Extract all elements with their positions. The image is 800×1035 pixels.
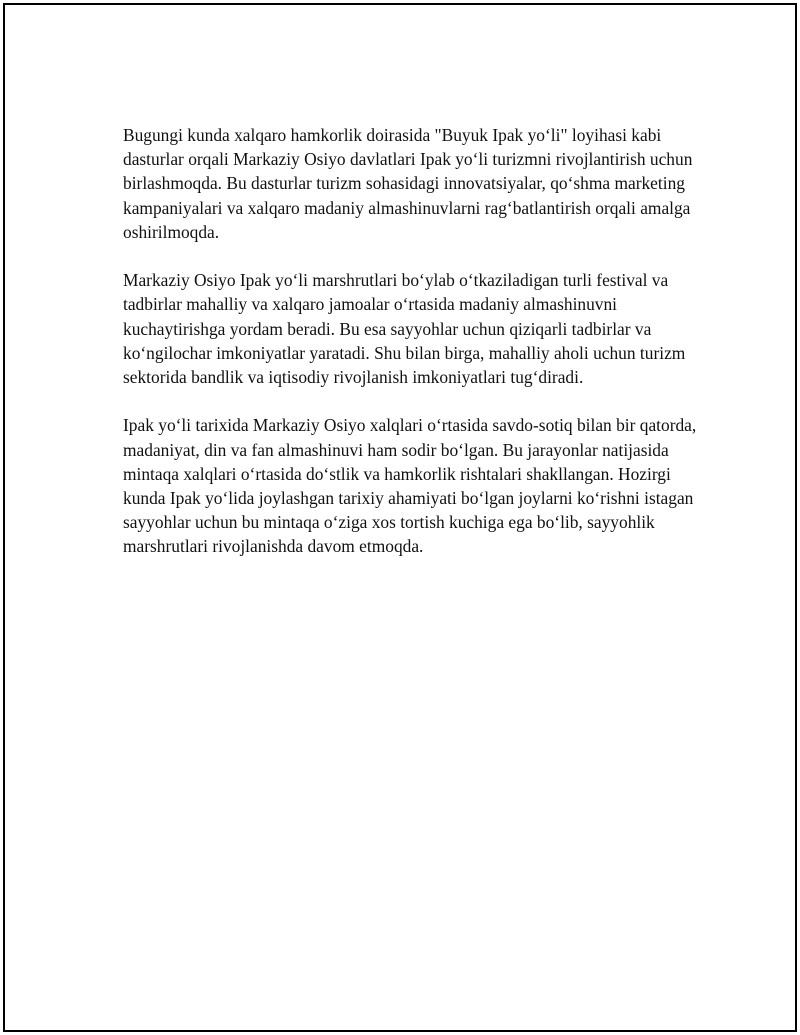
page-border [3, 3, 797, 1032]
paragraph-3: Ipak yo‘li tarixida Markaziy Osiyo xalqlari o‘rtasida savdo-sotiq bilan bir qatorda, madaniyat, din va fan almashinuvi ham sodir bo‘lgan. Bu jarayonlar natijasida mintaqa xalqlari o‘rtasida do‘stlik va hamkorlik rishtalari shakllangan. Hozirgi kunda Ipak yo‘lida joylashgan tarixiy ahamiyati bo‘lgan joylarni ko‘rishni istagan sayyohlar uchun bu mintaqa o‘ziga xos tortish kuchiga ega bo‘lib, sayyohlik marshrutlari rivojlanishda davom etmoqda. [123, 415, 697, 557]
paragraph-2: Markaziy Osiyo Ipak yo‘li marshrutlari bo‘ylab o‘tkaziladigan turli festival va tadbirlar mahalliy va xalqaro jamoalar o‘rtasida madaniy almashinuvni kuchaytirishga yordam beradi. Bu esa sayyohlar uchun qiziqarli tadbirlar va ko‘ngilochar imkoniyatlar yaratadi. Shu bilan birga, mahalliy aholi uchun turizm sektorida bandlik va iqtisodiy rivojlanish imkoniyatlari tug‘diradi. [123, 270, 686, 388]
document-body [123, 123, 703, 583]
paragraph-1: Bugungi kunda xalqaro hamkorlik doirasida "Buyuk Ipak yo‘li" loyihasi kabi dasturlar orqali Markaziy Osiyo davlatlari Ipak yo‘li turizmni rivojlantirish uchun birlashmoqda. Bu dasturlar turizm sohasidagi innovatsiyalar, qo‘shma marketing kampaniyalari va xalqaro madaniy almashinuvlarni rag‘batlantirish orqali amalga oshirilmoqda. [123, 125, 693, 242]
